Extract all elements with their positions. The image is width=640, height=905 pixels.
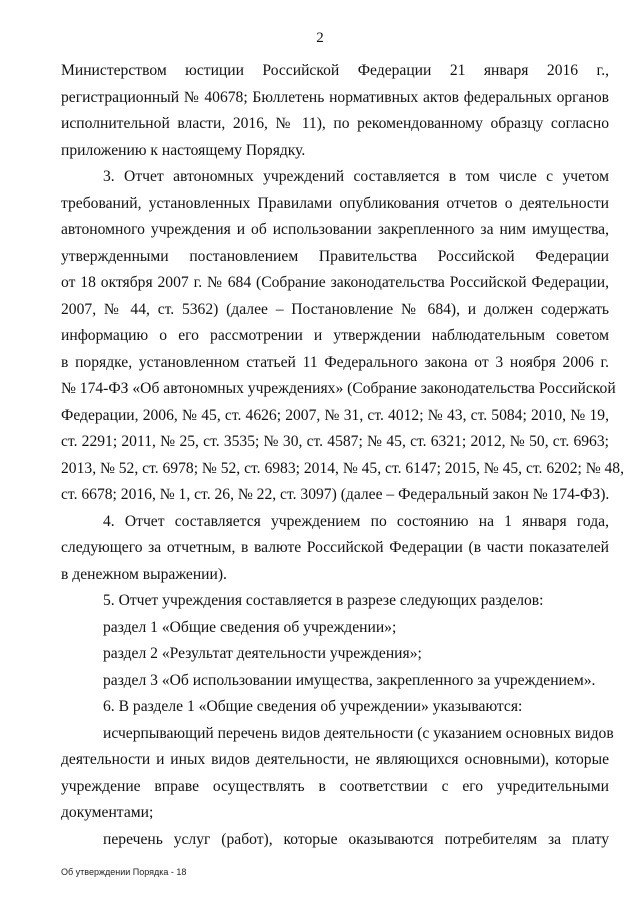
- document-body: [61, 58, 625, 853]
- text-line: исчерпывающий перечень видов деятельности (с указанием основных видов: [103, 724, 614, 742]
- text-line: ст. 2291; 2011, № 25, ст. 3535; № 30, ст. 4587; № 45, ст. 6321; 2012, № 50, ст. 6963;: [61, 433, 609, 450]
- text-line: раздел 3 «Об использовании имущества, закрепленного за учреждением».: [103, 671, 596, 689]
- text-line: от 18 октября 2007 г. № 684 (Собрание законодательства Российской Федерации,: [61, 274, 609, 291]
- text-line: в порядке, установленном статьей 11 Федерального закона от 3 ноября 2006 г.: [61, 353, 609, 371]
- text-line: следующего за отчетным, в валюте Российской Федерации (в части показателей: [61, 539, 609, 556]
- text-line: раздел 2 «Результат деятельности учреждения»;: [103, 645, 422, 662]
- text-line: ст. 6678; 2016, № 1, ст. 26, № 22, ст. 3097) (далее – Федеральный закон № 174-ФЗ).: [61, 486, 610, 503]
- text-line: приложению к настоящему Порядку.: [61, 141, 306, 159]
- page-number: 2: [316, 30, 324, 46]
- text-line: 6. В разделе 1 «Общие сведения об учреждении» указываются:: [103, 698, 523, 715]
- text-line: автономного учреждения и об использовании закрепленного за ним имущества,: [61, 221, 609, 238]
- document-footer: Об утверждении Порядка - 18: [61, 867, 187, 877]
- text-line: утвержденными постановлением Правительства Российской Федерации: [61, 247, 609, 265]
- text-line: раздел 1 «Общие сведения об учреждении»;: [103, 618, 397, 636]
- text-line: исполнительной власти, 2016, № 11), по рекомендованному образцу согласно: [61, 115, 609, 132]
- text-line: 2007, № 44, ст. 5362) (далее – Постановление № 684), и должен содержать: [61, 300, 609, 318]
- text-line: учреждение вправе осуществлять в соответствии с его учредительными: [61, 777, 609, 795]
- text-line: регистрационный № 40678; Бюллетень нормативных актов федеральных органов: [61, 88, 609, 106]
- text-line: в денежном выражении).: [61, 565, 227, 583]
- text-line: деятельности и иных видов деятельности, не являющихся основными), которые: [61, 751, 609, 768]
- text-line: 2013, № 52, ст. 6978; № 52, ст. 6983; 2014, № 45, ст. 6147; 2015, № 45, ст. 6202; № 48,: [61, 459, 625, 477]
- text-line: 3. Отчет автономных учреждений составляется в том числе с учетом: [103, 168, 609, 185]
- text-line: 4. Отчет составляется учреждением по состоянию на 1 января года,: [103, 512, 609, 530]
- text-line: Министерством юстиции Российской Федерации 21 января 2016 г.,: [61, 62, 609, 79]
- text-line: 5. Отчет учреждения составляется в разрезе следующих разделов:: [103, 592, 544, 609]
- text-line: № 174-ФЗ «Об автономных учреждениях» (Собрание законодательства Российской: [61, 380, 616, 397]
- text-line: документами;: [61, 804, 154, 821]
- text-line: требований, установленных Правилами опубликования отчетов о деятельности: [61, 194, 609, 212]
- text-line: Федерации, 2006, № 45, ст. 4626; 2007, № 31, ст. 4012; № 43, ст. 5084; 2010, № 19,: [61, 406, 609, 424]
- text-line: перечень услуг (работ), которые оказываются потребителям за плату: [103, 830, 609, 848]
- text-line: информацию о его рассмотрении и утверждении наблюдательным советом: [61, 327, 609, 344]
